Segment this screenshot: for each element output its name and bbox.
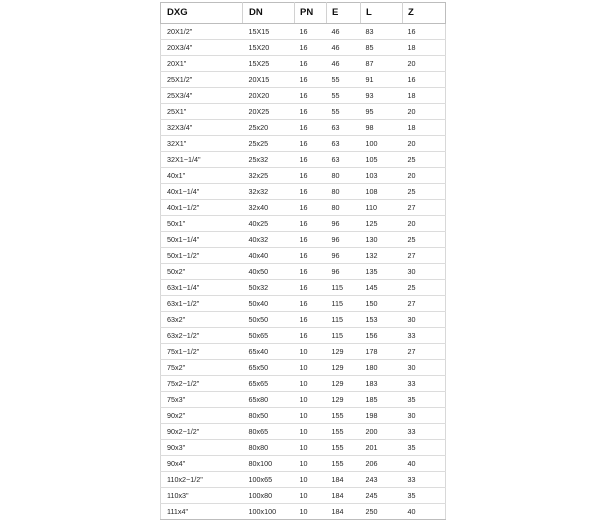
table-cell: 25x25 [243, 136, 295, 152]
table-cell: 32X1" [161, 136, 243, 152]
table-cell: 15X25 [243, 56, 295, 72]
table-cell: 25 [403, 280, 446, 296]
table-cell: 40x32 [243, 232, 295, 248]
table-cell: 98 [361, 120, 403, 136]
table-cell: 63 [327, 152, 361, 168]
table-body [161, 24, 446, 520]
table-cell: 16 [295, 168, 327, 184]
table-cell: 50x65 [243, 328, 295, 344]
table-cell: 40 [403, 456, 446, 472]
table-row [161, 120, 446, 136]
table-cell: 65x80 [243, 392, 295, 408]
table-cell: 32X1−1/4" [161, 152, 243, 168]
table-cell: 65x40 [243, 344, 295, 360]
table-cell: 103 [361, 168, 403, 184]
table-row [161, 88, 446, 104]
table-cell: 108 [361, 184, 403, 200]
table-cell: 10 [295, 504, 327, 520]
column-header-z: Z [403, 3, 446, 24]
table-cell: 16 [295, 136, 327, 152]
table-cell: 33 [403, 328, 446, 344]
table-cell: 130 [361, 232, 403, 248]
table-cell: 155 [327, 424, 361, 440]
table-cell: 100x80 [243, 488, 295, 504]
column-header-dxg: DXG [161, 3, 243, 24]
table-cell: 16 [295, 296, 327, 312]
table-cell: 80x65 [243, 424, 295, 440]
table-cell: 40x1" [161, 168, 243, 184]
table-cell: 27 [403, 344, 446, 360]
table-cell: 46 [327, 24, 361, 40]
table-cell: 80 [327, 184, 361, 200]
table-cell: 83 [361, 24, 403, 40]
table-cell: 85 [361, 40, 403, 56]
table-cell: 20 [403, 104, 446, 120]
table-cell: 18 [403, 120, 446, 136]
table-cell: 50x1−1/4" [161, 232, 243, 248]
table-cell: 16 [295, 56, 327, 72]
table-cell: 20X20 [243, 88, 295, 104]
table-row [161, 248, 446, 264]
table-cell: 105 [361, 152, 403, 168]
table-row [161, 456, 446, 472]
table-cell: 16 [295, 72, 327, 88]
table-cell: 65x65 [243, 376, 295, 392]
table-row [161, 280, 446, 296]
table-cell: 16 [295, 200, 327, 216]
table-cell: 96 [327, 216, 361, 232]
table-cell: 184 [327, 488, 361, 504]
table-cell: 16 [295, 328, 327, 344]
table-cell: 46 [327, 40, 361, 56]
table-cell: 50x1−1/2" [161, 248, 243, 264]
table-cell: 87 [361, 56, 403, 72]
table-cell: 180 [361, 360, 403, 376]
table-cell: 20X25 [243, 104, 295, 120]
table-cell: 27 [403, 200, 446, 216]
table-cell: 25X3/4" [161, 88, 243, 104]
table-cell: 20X1/2" [161, 24, 243, 40]
table-cell: 20X3/4" [161, 40, 243, 56]
table-cell: 75x3" [161, 392, 243, 408]
table-cell: 10 [295, 488, 327, 504]
table-cell: 90x3" [161, 440, 243, 456]
table-cell: 250 [361, 504, 403, 520]
table-cell: 80x100 [243, 456, 295, 472]
table-cell: 63 [327, 120, 361, 136]
table-row [161, 344, 446, 360]
table-cell: 93 [361, 88, 403, 104]
table-cell: 20X1" [161, 56, 243, 72]
table-cell: 50x1" [161, 216, 243, 232]
table-cell: 16 [295, 264, 327, 280]
table-cell: 91 [361, 72, 403, 88]
table-cell: 27 [403, 296, 446, 312]
table-row [161, 264, 446, 280]
table-row [161, 488, 446, 504]
table-cell: 10 [295, 344, 327, 360]
table-row [161, 200, 446, 216]
table-cell: 80 [327, 200, 361, 216]
table-cell: 10 [295, 392, 327, 408]
table-row [161, 168, 446, 184]
table-row [161, 312, 446, 328]
table-cell: 96 [327, 248, 361, 264]
table-cell: 90x2" [161, 408, 243, 424]
table-cell: 16 [295, 152, 327, 168]
table-cell: 16 [295, 88, 327, 104]
table-cell: 100 [361, 136, 403, 152]
table-cell: 16 [295, 104, 327, 120]
table-cell: 18 [403, 88, 446, 104]
table-cell: 50x32 [243, 280, 295, 296]
table-cell: 40x50 [243, 264, 295, 280]
table-cell: 55 [327, 72, 361, 88]
table-cell: 55 [327, 88, 361, 104]
table-row [161, 40, 446, 56]
table-cell: 35 [403, 488, 446, 504]
table-cell: 206 [361, 456, 403, 472]
table-cell: 155 [327, 456, 361, 472]
table-cell: 50x50 [243, 312, 295, 328]
table-cell: 75x2" [161, 360, 243, 376]
table-row [161, 296, 446, 312]
table-cell: 25 [403, 184, 446, 200]
table-cell: 129 [327, 344, 361, 360]
table-cell: 25 [403, 232, 446, 248]
table-cell: 184 [327, 472, 361, 488]
table-header-row [161, 3, 446, 24]
table-cell: 10 [295, 472, 327, 488]
table-cell: 46 [327, 56, 361, 72]
table-cell: 10 [295, 360, 327, 376]
table-cell: 95 [361, 104, 403, 120]
table-cell: 110 [361, 200, 403, 216]
table-cell: 50x40 [243, 296, 295, 312]
specification-table [160, 2, 446, 520]
table-cell: 40 [403, 504, 446, 520]
table-row [161, 472, 446, 488]
table-cell: 96 [327, 232, 361, 248]
table-row [161, 216, 446, 232]
table-cell: 25X1/2" [161, 72, 243, 88]
table-cell: 16 [295, 40, 327, 56]
table-row [161, 136, 446, 152]
table-cell: 183 [361, 376, 403, 392]
table-cell: 150 [361, 296, 403, 312]
table-row [161, 184, 446, 200]
column-header-e: E [327, 3, 361, 24]
table-cell: 20 [403, 56, 446, 72]
table-cell: 135 [361, 264, 403, 280]
table-row [161, 408, 446, 424]
table-row [161, 56, 446, 72]
table-cell: 201 [361, 440, 403, 456]
table-cell: 16 [295, 24, 327, 40]
table-cell: 33 [403, 472, 446, 488]
table-row [161, 392, 446, 408]
table-cell: 129 [327, 392, 361, 408]
table-cell: 35 [403, 392, 446, 408]
table-cell: 110x2−1/2" [161, 472, 243, 488]
table-cell: 63x2−1/2" [161, 328, 243, 344]
table-cell: 132 [361, 248, 403, 264]
table-cell: 15X15 [243, 24, 295, 40]
table-cell: 63x1−1/2" [161, 296, 243, 312]
table-cell: 20X15 [243, 72, 295, 88]
table-cell: 20 [403, 136, 446, 152]
table-cell: 63x2" [161, 312, 243, 328]
table-cell: 96 [327, 264, 361, 280]
table-cell: 145 [361, 280, 403, 296]
table-cell: 16 [403, 72, 446, 88]
table-cell: 16 [295, 280, 327, 296]
table-cell: 198 [361, 408, 403, 424]
table-cell: 40x1−1/4" [161, 184, 243, 200]
column-header-l: L [361, 3, 403, 24]
table-cell: 178 [361, 344, 403, 360]
table-cell: 20 [403, 168, 446, 184]
table-row [161, 504, 446, 520]
table-cell: 27 [403, 248, 446, 264]
table-cell: 115 [327, 328, 361, 344]
table-cell: 125 [361, 216, 403, 232]
column-header-pn: PN [295, 3, 327, 24]
table-cell: 156 [361, 328, 403, 344]
table-cell: 40x1−1/2" [161, 200, 243, 216]
table-cell: 18 [403, 40, 446, 56]
table-cell: 16 [295, 232, 327, 248]
table-cell: 245 [361, 488, 403, 504]
table-cell: 65x50 [243, 360, 295, 376]
table-cell: 80x50 [243, 408, 295, 424]
table-row [161, 376, 446, 392]
table-cell: 32x32 [243, 184, 295, 200]
table-cell: 75x2−1/2" [161, 376, 243, 392]
table-cell: 16 [403, 24, 446, 40]
column-header-dn: DN [243, 3, 295, 24]
table-cell: 200 [361, 424, 403, 440]
table-cell: 50x2" [161, 264, 243, 280]
table-cell: 115 [327, 280, 361, 296]
table-row [161, 72, 446, 88]
table-row [161, 424, 446, 440]
table-row [161, 360, 446, 376]
table-cell: 32x25 [243, 168, 295, 184]
table-cell: 10 [295, 440, 327, 456]
table-cell: 155 [327, 408, 361, 424]
table-cell: 155 [327, 440, 361, 456]
table-cell: 110x3" [161, 488, 243, 504]
table-row [161, 440, 446, 456]
table-cell: 30 [403, 360, 446, 376]
table-cell: 33 [403, 376, 446, 392]
table-cell: 63 [327, 136, 361, 152]
table-cell: 90x2−1/2" [161, 424, 243, 440]
table-cell: 10 [295, 408, 327, 424]
table-cell: 55 [327, 104, 361, 120]
table-cell: 129 [327, 376, 361, 392]
table-cell: 30 [403, 408, 446, 424]
table-cell: 35 [403, 440, 446, 456]
table-cell: 10 [295, 456, 327, 472]
table-cell: 16 [295, 248, 327, 264]
table-row [161, 104, 446, 120]
table-cell: 129 [327, 360, 361, 376]
table-cell: 184 [327, 504, 361, 520]
table-cell: 30 [403, 264, 446, 280]
table-row [161, 152, 446, 168]
spec-table-container [160, 2, 445, 520]
table-cell: 115 [327, 312, 361, 328]
table-cell: 243 [361, 472, 403, 488]
table-cell: 32x40 [243, 200, 295, 216]
table-cell: 153 [361, 312, 403, 328]
table-cell: 32X3/4" [161, 120, 243, 136]
table-cell: 15X20 [243, 40, 295, 56]
table-cell: 63x1−1/4" [161, 280, 243, 296]
table-cell: 75x1−1/2" [161, 344, 243, 360]
table-cell: 10 [295, 424, 327, 440]
table-cell: 16 [295, 216, 327, 232]
table-cell: 80 [327, 168, 361, 184]
table-cell: 33 [403, 424, 446, 440]
table-cell: 25X1" [161, 104, 243, 120]
table-cell: 16 [295, 184, 327, 200]
table-cell: 25x20 [243, 120, 295, 136]
table-cell: 100x100 [243, 504, 295, 520]
table-row [161, 232, 446, 248]
table-cell: 115 [327, 296, 361, 312]
table-cell: 100x65 [243, 472, 295, 488]
table-cell: 16 [295, 312, 327, 328]
table-cell: 25x32 [243, 152, 295, 168]
table-cell: 25 [403, 152, 446, 168]
table-cell: 80x80 [243, 440, 295, 456]
table-header [161, 3, 446, 24]
table-cell: 111x4" [161, 504, 243, 520]
table-cell: 16 [295, 120, 327, 136]
table-cell: 30 [403, 312, 446, 328]
table-cell: 20 [403, 216, 446, 232]
table-row [161, 328, 446, 344]
table-cell: 90x4" [161, 456, 243, 472]
table-cell: 40x25 [243, 216, 295, 232]
table-row [161, 24, 446, 40]
table-cell: 40x40 [243, 248, 295, 264]
table-cell: 185 [361, 392, 403, 408]
table-cell: 10 [295, 376, 327, 392]
